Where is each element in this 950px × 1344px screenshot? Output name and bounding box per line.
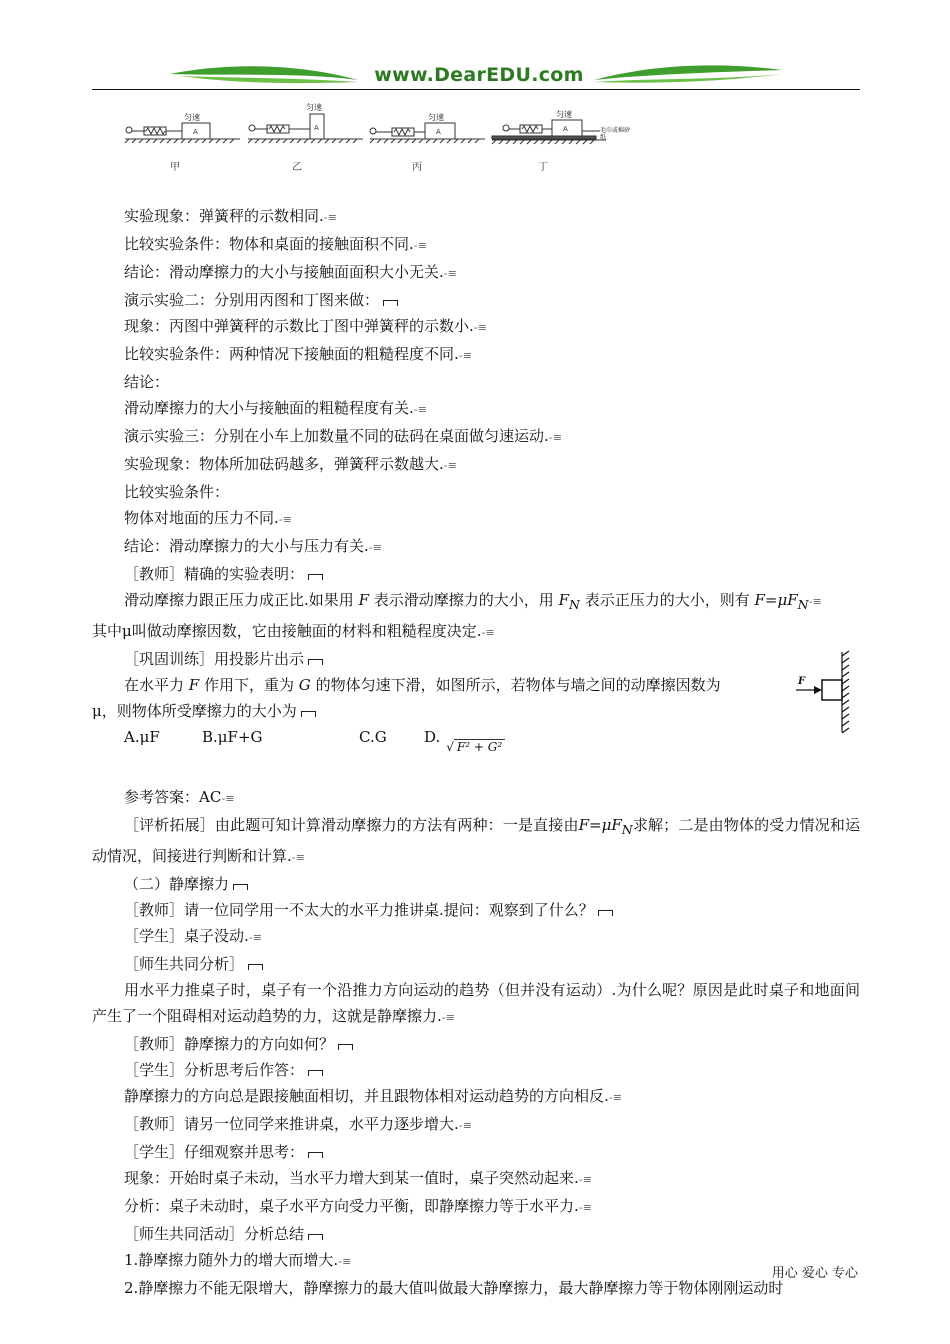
uniform-label-4: 匀速 — [556, 110, 572, 119]
text-line: 2.静摩擦力不能无限增大，静摩擦力的最大值叫做最大静摩擦力，最大静摩擦力等于物体刚刚运动时 — [124, 1279, 784, 1297]
wall-block-diagram — [792, 650, 854, 738]
header-rule — [92, 89, 860, 91]
text-line: 其中μ叫做动摩擦因数，它由接触面的材料和粗糙程度决定.-≡ — [92, 622, 495, 640]
text-line: 参考答案：AC-≡ — [124, 788, 235, 806]
text-line: 在水平力 F 作用下，重为 G 的物体匀速下滑，如图所示，若物体与墙之间的动摩擦因数为 — [124, 676, 721, 694]
text-line: 静摩擦力的方向总是跟接触面相切，并且跟物体相对运动趋势的方向相反.-≡ — [124, 1087, 622, 1105]
text-line: 分析：桌子未动时，桌子水平方向受力平衡，即静摩擦力等于水平力.-≡ — [124, 1197, 592, 1215]
text-line: ［教师］请一位同学用一不太大的水平力推讲桌.提问：观察到了什么？ — [92, 897, 860, 923]
answer-options — [92, 724, 860, 758]
site-url: www.DearEDU.com — [374, 64, 584, 86]
text-line: ［师生共同活动］分析总结 — [92, 1221, 860, 1247]
return-mark-icon — [383, 300, 398, 306]
text-line: ［教师］静摩擦力的方向如何？ — [92, 1031, 860, 1057]
sqrt-expression: √ F² + G² — [446, 734, 505, 760]
return-mark-icon — [598, 910, 613, 916]
green-swoosh-left-icon — [170, 62, 360, 88]
option-a: A.μF — [124, 728, 160, 746]
green-swoosh-right-icon — [592, 62, 782, 88]
return-mark-icon — [308, 659, 323, 665]
text-line: ［学生］分析思考后作答： — [92, 1057, 860, 1083]
return-mark-icon — [308, 1070, 323, 1076]
text-line: ［教师］精确的实验表明： — [92, 561, 860, 587]
figure-label-ding: 丁 — [538, 162, 548, 173]
wall-force-illustration — [792, 650, 854, 734]
text-line: 现象：丙图中弹簧秤的示数比丁图中弹簧秤的示数小.-≡ — [124, 317, 487, 335]
text-line: 实验现象：物体所加砝码越多，弹簧秤示数越大.-≡ — [124, 455, 457, 473]
uniform-label-3: 匀速 — [428, 113, 444, 122]
text-line: （二）静摩擦力 — [92, 871, 860, 897]
return-mark-icon — [338, 1044, 353, 1050]
text-paragraph: ［评析拓展］由此题可知计算滑动摩擦力的方法有两种：一是直接由$F=\mu F_N$求解；二是由物体的受力情况和运动情况，间接进行判断和计算.-≡ — [92, 816, 860, 865]
text-line: ［学生］仔细观察并思考： — [92, 1139, 860, 1165]
option-c: C.G — [359, 728, 387, 746]
svg-text:A: A — [314, 124, 319, 132]
return-mark-icon — [308, 574, 323, 580]
experiment-diagrams — [120, 98, 640, 180]
figure-label-bing: 丙 — [412, 162, 422, 173]
return-mark-icon — [308, 1234, 323, 1240]
svg-text:A: A — [193, 128, 198, 136]
text-paragraph: 用水平力推桌子时，桌子有一个沿推力方向运动的趋势（但并没有运动）.为什么呢？原因是此时桌子和地面间产生了一个阻碍相对运动趋势的力，这就是静摩擦力.-≡ — [92, 981, 860, 1025]
return-mark-icon — [301, 711, 316, 717]
text-line: 结论：滑动摩擦力的大小与压力有关.-≡ — [124, 537, 382, 555]
text-line: 滑动摩擦力的大小与接触面的粗糙程度有关.-≡ — [124, 399, 427, 417]
uniform-label-1: 匀速 — [184, 113, 200, 122]
text-line: ［巩固训练］用投影片出示 — [92, 646, 860, 672]
rough-surface-label: 毛巾或棉砂纸 — [600, 127, 631, 141]
text-line: 现象：开始时桌子未动，当水平力增大到某一值时，桌子突然动起来.-≡ — [124, 1169, 592, 1187]
return-mark-icon — [248, 964, 263, 970]
spacer-line — [92, 758, 860, 784]
figure-label-jia: 甲 — [170, 162, 180, 173]
text-line: 滑动摩擦力跟正压力成正比.如果用 F 表示滑动摩擦力的大小，用 $F_N$ 表示正压力的大小，则有 $F=\mu F_N-\equiv$ — [124, 591, 822, 612]
text-line: μ，则物体所受摩擦力的大小为 — [92, 698, 860, 724]
figure-label-yi: 乙 — [292, 162, 302, 173]
text-line: 比较实验条件：两种情况下接触面的粗糙程度不同.-≡ — [124, 345, 472, 363]
svg-text:A: A — [436, 128, 441, 136]
uniform-label-2: 匀速 — [306, 103, 322, 112]
text-line: 物体对地面的压力不同.-≡ — [124, 509, 292, 527]
return-mark-icon — [233, 884, 248, 890]
friction-setup-illustration — [120, 98, 640, 158]
text-line: ［教师］请另一位同学来推讲桌，水平力逐步增大.-≡ — [124, 1115, 472, 1133]
text-line: 比较实验条件：物体和桌面的接触面积不同.-≡ — [124, 235, 427, 253]
return-mark-icon — [308, 1152, 323, 1158]
text-line: 演示实验三：分别在小车上加数量不同的砝码在桌面做匀速运动.-≡ — [124, 427, 562, 445]
text-line: 结论：滑动摩擦力的大小与接触面面积大小无关.-≡ — [124, 263, 457, 281]
svg-text:A: A — [563, 125, 568, 133]
text-line: 实验现象：弹簧秤的示数相同.-≡ — [124, 207, 337, 225]
text-line: ［学生］桌子没动.-≡ — [124, 927, 262, 945]
text-line: 比较实验条件： — [124, 483, 230, 501]
text-line: 1.静摩擦力随外力的增大而增大.-≡ — [124, 1251, 352, 1269]
document-body — [92, 203, 860, 1301]
force-label: F — [798, 676, 806, 687]
option-b: B.μF+G — [202, 728, 263, 746]
text-line: 结论： — [124, 373, 170, 391]
text-line: ［师生共同分析］ — [92, 951, 860, 977]
page-header — [92, 62, 860, 90]
text-line: 演示实验二：分别用丙图和丁图来做： — [92, 287, 860, 313]
option-d: D. √ F² + G² — [424, 724, 505, 760]
footer-slogan: 用心 爱心 专心 — [771, 1266, 858, 1281]
